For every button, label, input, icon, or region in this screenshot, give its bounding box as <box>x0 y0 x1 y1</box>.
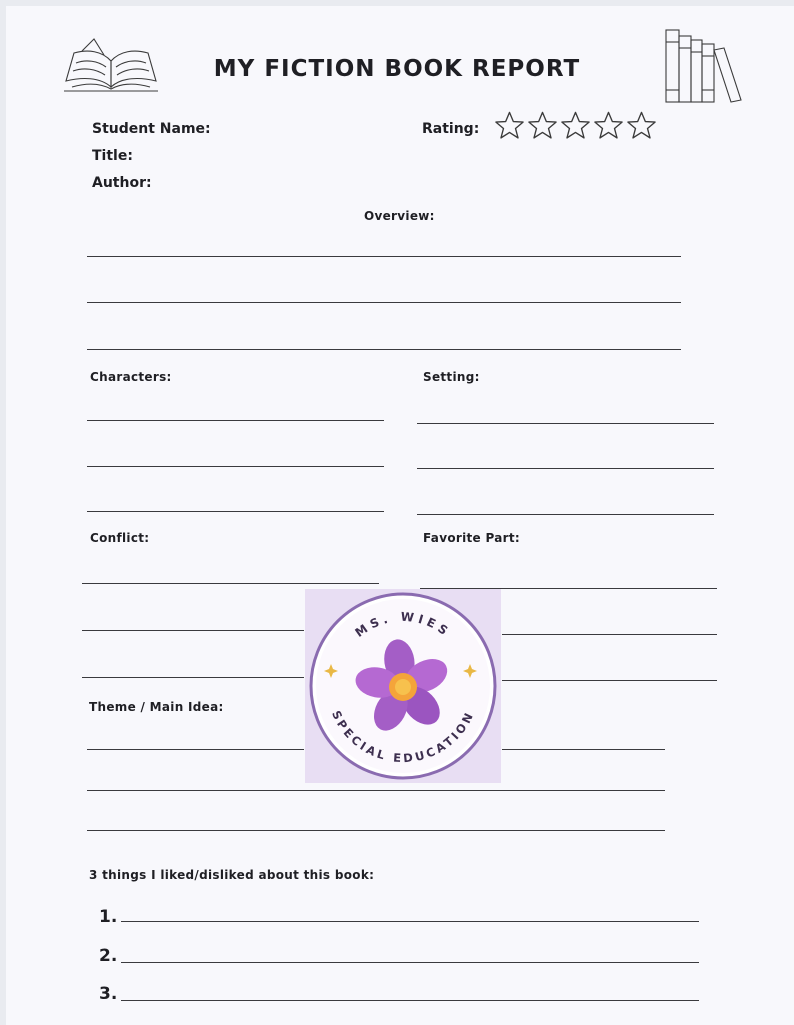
theme-line-1a[interactable] <box>87 749 304 750</box>
theme-line-2[interactable] <box>87 790 665 791</box>
characters-line-3[interactable] <box>87 511 384 512</box>
likes-line-2[interactable] <box>121 962 699 963</box>
likes-number-3: 3. <box>99 984 118 1004</box>
conflict-line-2[interactable] <box>82 630 304 631</box>
star-outline-icon[interactable] <box>626 110 657 140</box>
svg-text:SPECIAL EDUCATION: SPECIAL EDUCATION <box>329 708 478 766</box>
likes-number-2: 2. <box>99 946 118 966</box>
star-outline-icon[interactable] <box>560 110 591 140</box>
likes-line-3[interactable] <box>121 1000 699 1001</box>
star-outline-icon[interactable] <box>494 110 525 140</box>
conflict-label: Conflict: <box>90 531 150 545</box>
setting-line-1[interactable] <box>417 423 714 424</box>
theme-label: Theme / Main Idea: <box>89 700 224 714</box>
star-outline-icon[interactable] <box>593 110 624 140</box>
favorite-part-label: Favorite Part: <box>423 531 520 545</box>
overview-line-1[interactable] <box>87 256 681 257</box>
svg-text:MS. WIES: MS. WIES <box>352 609 454 641</box>
star-outline-icon[interactable] <box>527 110 558 140</box>
logo-stamp <box>305 589 501 783</box>
likes-label: 3 things I liked/disliked about this book: <box>89 868 375 882</box>
page-title: MY FICTION BOOK REPORT <box>213 56 581 82</box>
overview-line-3[interactable] <box>87 349 681 350</box>
characters-line-1[interactable] <box>87 420 384 421</box>
theme-line-3[interactable] <box>87 830 665 831</box>
title-label: Title: <box>92 148 133 164</box>
conflict-line-3[interactable] <box>82 677 304 678</box>
likes-number-1: 1. <box>99 907 118 927</box>
stamp-seal <box>305 589 501 783</box>
author-label: Author: <box>92 175 152 191</box>
overview-line-2[interactable] <box>87 302 681 303</box>
favorite-part-line-3[interactable] <box>502 680 717 681</box>
setting-label: Setting: <box>423 370 480 384</box>
rating-stars[interactable] <box>494 110 657 140</box>
favorite-part-line-2[interactable] <box>502 634 717 635</box>
setting-line-2[interactable] <box>417 468 714 469</box>
theme-line-1b[interactable] <box>502 749 665 750</box>
overview-label: Overview: <box>364 209 435 223</box>
student-name-label: Student Name: <box>92 121 211 137</box>
likes-line-1[interactable] <box>121 921 699 922</box>
setting-line-3[interactable] <box>417 514 714 515</box>
rating-label: Rating: <box>422 121 480 137</box>
characters-label: Characters: <box>90 370 172 384</box>
conflict-line-1[interactable] <box>82 583 379 584</box>
characters-line-2[interactable] <box>87 466 384 467</box>
